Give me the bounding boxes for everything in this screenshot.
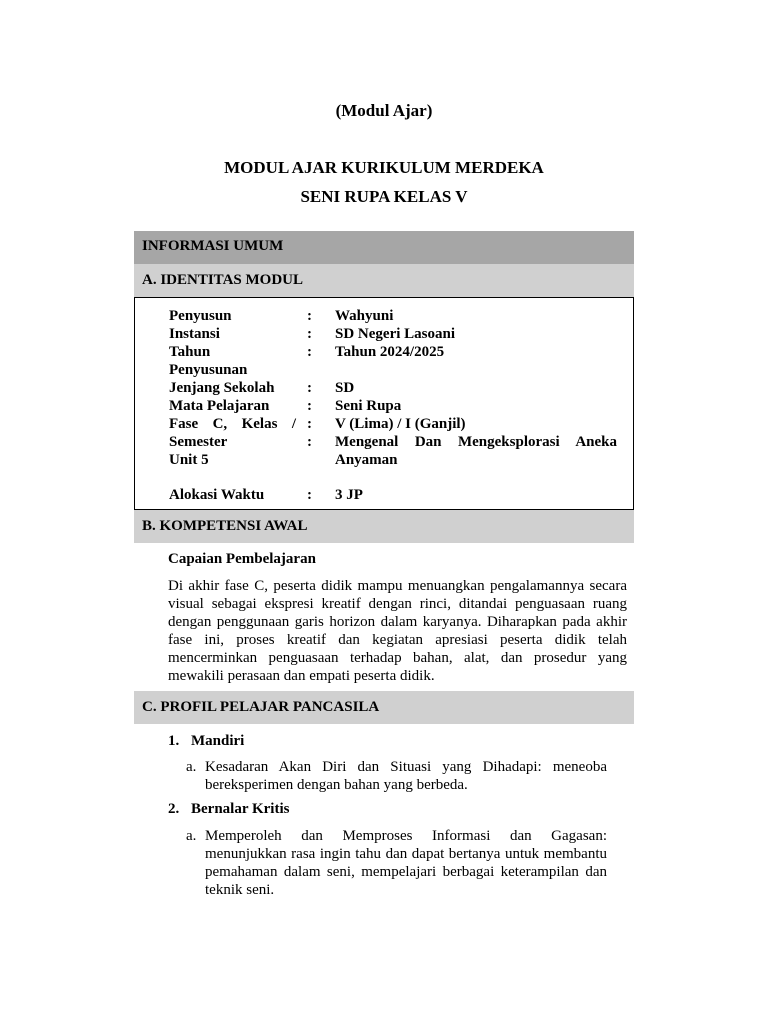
identity-table — [134, 297, 634, 510]
identity-separator: : — [307, 487, 312, 503]
identity-separator: : — [307, 416, 312, 432]
profil-subitem-mandiri-a — [186, 758, 607, 794]
subitem-letter: a. — [186, 828, 197, 844]
identity-label: Jenjang Sekolah — [169, 380, 275, 396]
identity-value: Wahyuni — [335, 308, 394, 324]
identity-separator: : — [307, 398, 312, 414]
document-subtitle: (Modul Ajar) — [335, 101, 433, 120]
identity-separator: : — [307, 344, 312, 360]
document-title-line2: SENI RUPA KELAS V — [300, 187, 468, 206]
section-informasi-umum: INFORMASI UMUM — [134, 231, 634, 264]
identity-separator: : — [307, 326, 312, 342]
identity-value: SD — [335, 380, 355, 396]
item-title: Bernalar Kritis — [191, 801, 290, 817]
identity-value: 3 JP — [335, 487, 363, 503]
identity-value: V (Lima) / I (Ganjil) — [335, 416, 466, 432]
item-title: Mandiri — [191, 733, 245, 749]
section-profil-pelajar: C. PROFIL PELAJAR PANCASILA — [134, 691, 634, 724]
identity-label: Penyusunan — [169, 362, 248, 378]
profil-subitem-bernalar-a — [186, 827, 607, 899]
identity-label: Unit 5 — [169, 452, 209, 468]
capaian-paragraph: Di akhir fase C, peserta didik mampu menuangkan pengalamannya secara visual sebagai ekspresi kreatif dengan rinci, ditandai penguasaan ruang dengan penggunaan garis horizon dalam karyanya. Diharapkan pada akhir fase ini, proses kreatif dan kegiatan apresiasi peserta didik telah mencerminkan penguasaan terhadap bahan, alat, dan prosedur yang mewakili perasaan dan empati peserta didik. — [168, 578, 627, 684]
identity-label: Mata Pelajaran — [169, 398, 270, 414]
identity-separator: : — [307, 308, 312, 324]
subitem-text: Memperoleh dan Memproses Informasi dan Gagasan: menunjukkan rasa ingin tahu dan dapat bertanya untuk membantu pemahaman dalam seni, mempelajari berbagai keterampilan dan teknik seni. — [205, 828, 607, 898]
identity-value: Tahun 2024/2025 — [335, 344, 445, 360]
identity-value: Mengenal Dan Mengeksplorasi Aneka — [335, 434, 617, 450]
identity-label: Semester — [169, 434, 228, 450]
identity-separator: : — [307, 380, 312, 396]
section-kompetensi-awal: B. KOMPETENSI AWAL — [134, 510, 634, 543]
item-number: 1. — [168, 733, 180, 749]
subitem-letter: a. — [186, 759, 197, 775]
identity-separator: : — [307, 434, 312, 450]
identity-label: Alokasi Waktu — [169, 487, 265, 503]
identity-label: Instansi — [169, 326, 220, 342]
identity-label: Penyusun — [169, 308, 232, 324]
identity-value: Anyaman — [335, 452, 398, 468]
identity-value: Seni Rupa — [335, 398, 402, 414]
item-number: 2. — [168, 801, 180, 817]
profil-item-bernalar-kritis — [168, 801, 289, 818]
section-identitas-modul: A. IDENTITAS MODUL — [134, 264, 634, 297]
identity-label: Tahun — [169, 344, 211, 360]
document-title-line1: MODUL AJAR KURIKULUM MERDEKA — [224, 158, 544, 177]
profil-item-mandiri — [168, 733, 244, 750]
subitem-text: Kesadaran Akan Diri dan Situasi yang Dihadapi: meneoba bereksperimen dengan bahan yang berbeda. — [205, 759, 607, 793]
identity-label: Fase C, Kelas / — [169, 416, 296, 432]
capaian-heading: Capaian Pembelajaran — [168, 551, 316, 567]
identity-value: SD Negeri Lasoani — [335, 326, 455, 342]
